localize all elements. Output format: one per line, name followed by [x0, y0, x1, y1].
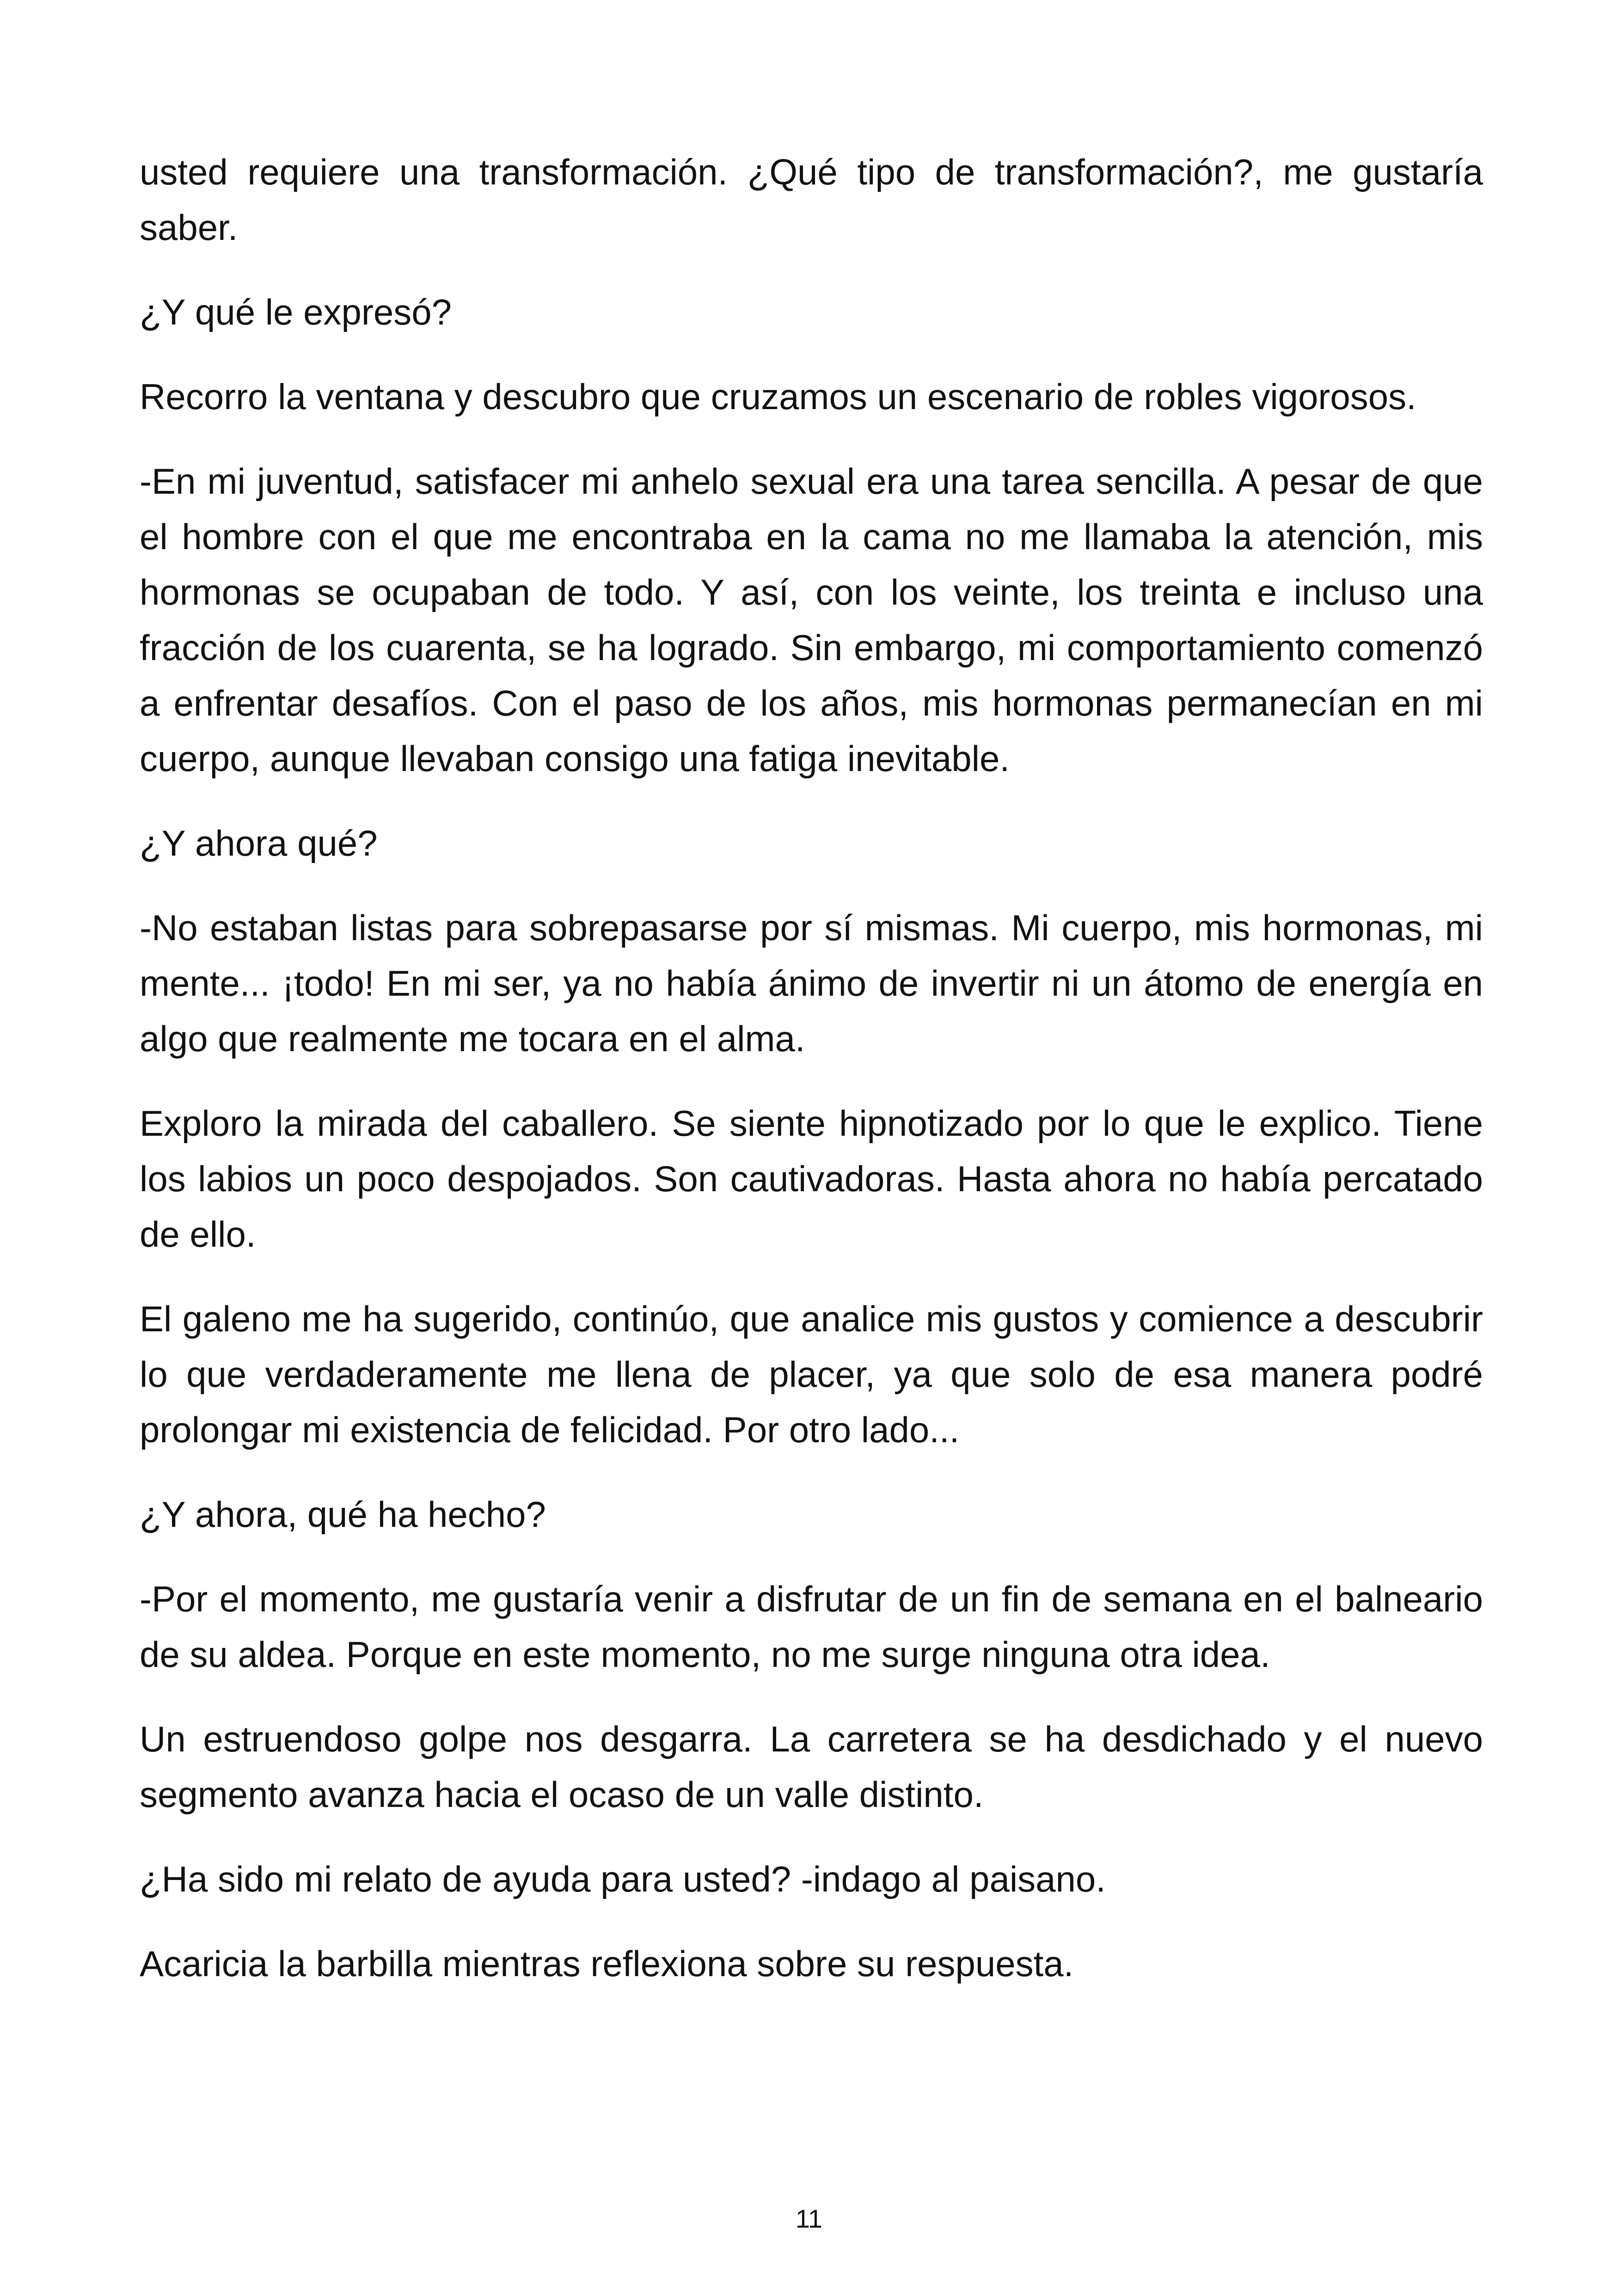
paragraph: Un estruendoso golpe nos desgarra. La carretera se ha desdichado y el nuevo segmento avanza hacia el ocaso de un valle distinto. — [140, 1719, 1483, 1815]
paragraph: El galeno me ha sugerido, continúo, que analice mis gustos y comience a descubrir lo que verdaderamente me llena de placer, ya que solo de esa manera podré prolongar mi existencia de felicidad. Por otro lado... — [140, 1298, 1483, 1450]
body-text — [140, 144, 1483, 2020]
paragraph: ¿Y qué le expresó? — [140, 292, 452, 332]
paragraph: -No estaban listas para sobrepasarse por sí mismas. Mi cuerpo, mis hormonas, mi mente... ¡todo! En mi ser, ya no había ánimo de invertir ni un átomo de energía en algo que realmente me tocara en el alma. — [140, 907, 1483, 1059]
paragraph: usted requiere una transformación. ¿Qué tipo de transformación?, me gustaría saber. — [140, 152, 1483, 248]
paragraph: -Por el momento, me gustaría venir a disfrutar de un fin de semana en el balneario de su aldea. Porque en este momento, no me surge ninguna otra idea. — [140, 1579, 1483, 1675]
page-number: 11 — [795, 2204, 823, 2233]
paragraph: -En mi juventud, satisfacer mi anhelo sexual era una tarea sencilla. A pesar de que el hombre con el que me encontraba en la cama no me llamaba la atención, mis hormonas se ocupaban de todo. Y así, con los veinte, los treinta e incluso una fracción de los cuarenta, se ha logrado. Sin embargo, mi comportamiento comenzó a enfrentar desafíos. Con el paso de los años, mis hormonas permanecían en mi cuerpo, aunque llevaban consigo una fatiga inevitable. — [140, 461, 1483, 779]
paragraph: ¿Y ahora, qué ha hecho? — [140, 1494, 546, 1535]
paragraph: ¿Ha sido mi relato de ayuda para usted? -indago al paisano. — [140, 1859, 1106, 1899]
paragraph: Recorro la ventana y descubro que cruzamos un escenario de robles vigorosos. — [140, 376, 1416, 417]
paragraph: Acaricia la barbilla mientras reflexiona sobre su respuesta. — [140, 1943, 1074, 1984]
paragraph: ¿Y ahora qué? — [140, 823, 378, 863]
paragraph: Exploro la mirada del caballero. Se siente hipnotizado por lo que le explico. Tiene los labios un poco despojados. Son cautivadoras. Hasta ahora no había percatado de ello. — [140, 1103, 1483, 1255]
